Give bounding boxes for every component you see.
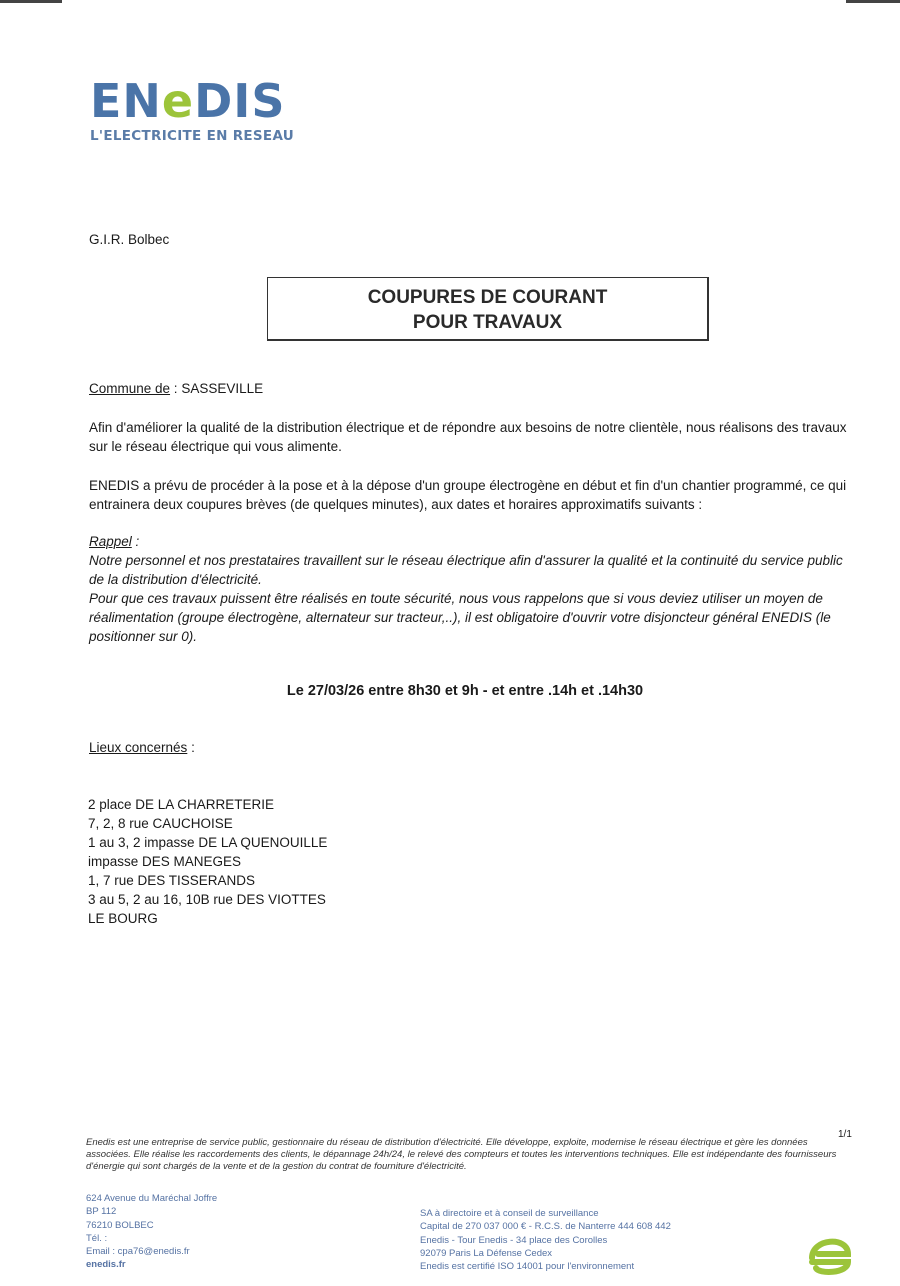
commune-line: Commune de : SASSEVILLE xyxy=(89,381,264,396)
logo-tagline: L'ELECTRICITE EN RESEAU xyxy=(90,128,295,144)
list-item: 1 au 3, 2 impasse DE LA QUENOUILLE xyxy=(88,835,328,850)
legal-notice: Enedis est une entreprise de service public, gestionnaire du réseau de distribution d'électricité. Elle développe, exploite, modernise le réseau électrique et gère les données associées. Elle réalise les raccordements des clients, le dépannage 24h/24, le relevé des compteurs et toutes les interventions techniques. Elle est indépendante des fournisseurs d'énergie qui sont chargés de la vente et de la gestion du contrat de fourniture d'électricité. xyxy=(86,1137,837,1172)
intro-paragraph: Afin d'améliorer la qualité de la distribution électrique et de répondre aux besoins de notre clientèle, nous réalisons des travaux sur le réseau électrique qui vous alimente. xyxy=(89,420,847,454)
address-street: 624 Avenue du Maréchal Joffre xyxy=(86,1193,218,1204)
enedis-mini-logo-icon xyxy=(808,1228,852,1276)
address-po-box: BP 112 xyxy=(86,1206,117,1218)
places-heading: Lieux concernés : xyxy=(89,740,195,755)
enedis-logo xyxy=(90,74,300,144)
places-list xyxy=(88,795,327,928)
address-phone: Tél. : xyxy=(86,1232,108,1244)
list-item: impasse DES MANEGES xyxy=(88,854,242,869)
reminder-block xyxy=(89,532,855,646)
sender: G.I.R. Bolbec xyxy=(89,232,170,247)
page-number: 1/1 xyxy=(838,1129,852,1140)
commune-value: SASSEVILLE xyxy=(181,381,264,396)
list-item: 2 place DE LA CHARRETERIE xyxy=(88,797,275,812)
title-line-2: POUR TRAVAUX xyxy=(412,312,563,333)
list-item: 1, 7 rue DES TISSERANDS xyxy=(88,873,256,888)
reminder-heading: Rappel : xyxy=(89,534,140,549)
list-item: 7, 2, 8 rue CAUCHOISE xyxy=(88,816,233,831)
list-item: LE BOURG xyxy=(88,911,158,926)
reminder-paragraph-1: Notre personnel et nos prestataires travaillent sur le réseau électrique afin d'assurer la qualité et la continuité du service public de la distribution d'électricité. xyxy=(89,553,843,587)
website-link: enedis.fr xyxy=(86,1259,126,1271)
plan-paragraph: ENEDIS a prévu de procéder à la pose et à la dépose d'un groupe électrogène en début et fin d'un chantier programmé, ce qui entrainera deux coupures brèves (de quelques minutes), aux dates et horaires approximatifs suivants : xyxy=(89,478,847,512)
scan-edge-mark-right xyxy=(846,0,900,3)
reminder-paragraph-2: Pour que ces travaux puissent être réalisés en toute sécurité, nous vous rappelons que si vous deviez utiliser un moyen de réalimentation (groupe électrogène, alternateur sur tracteur,..), il est obligatoire d'ouvrir votre disjoncteur général ENEDIS (le positionner sur 0). xyxy=(89,591,831,644)
company-info: SA à directoire et à conseil de surveillance Capital de 270 037 000 € - R.C.S. de Nanterre 444 608 442 Enedis - Tour Enedis - 34 place des Corolles 92079 Paris La Défense Cedex Enedis est certifié ISO 14001 pour l'environnement xyxy=(420,1208,671,1273)
address-city: 76210 BOLBEC xyxy=(86,1219,154,1231)
logo-wordmark: ENeDIS xyxy=(90,74,286,128)
scan-edge-mark-left xyxy=(0,0,62,3)
title-line-1: COUPURES DE COURANT xyxy=(367,287,608,308)
commune-label: Commune de xyxy=(89,381,171,396)
sender-address xyxy=(86,1192,217,1272)
address-email: Email : cpa76@enedis.fr xyxy=(86,1246,190,1258)
outage-dates: Le 27/03/26 entre 8h30 et 9h - et entre .14h et .14h30 xyxy=(286,683,644,699)
notice-title-box xyxy=(267,277,709,341)
list-item: 3 au 5, 2 au 16, 10B rue DES VIOTTES xyxy=(88,892,326,907)
